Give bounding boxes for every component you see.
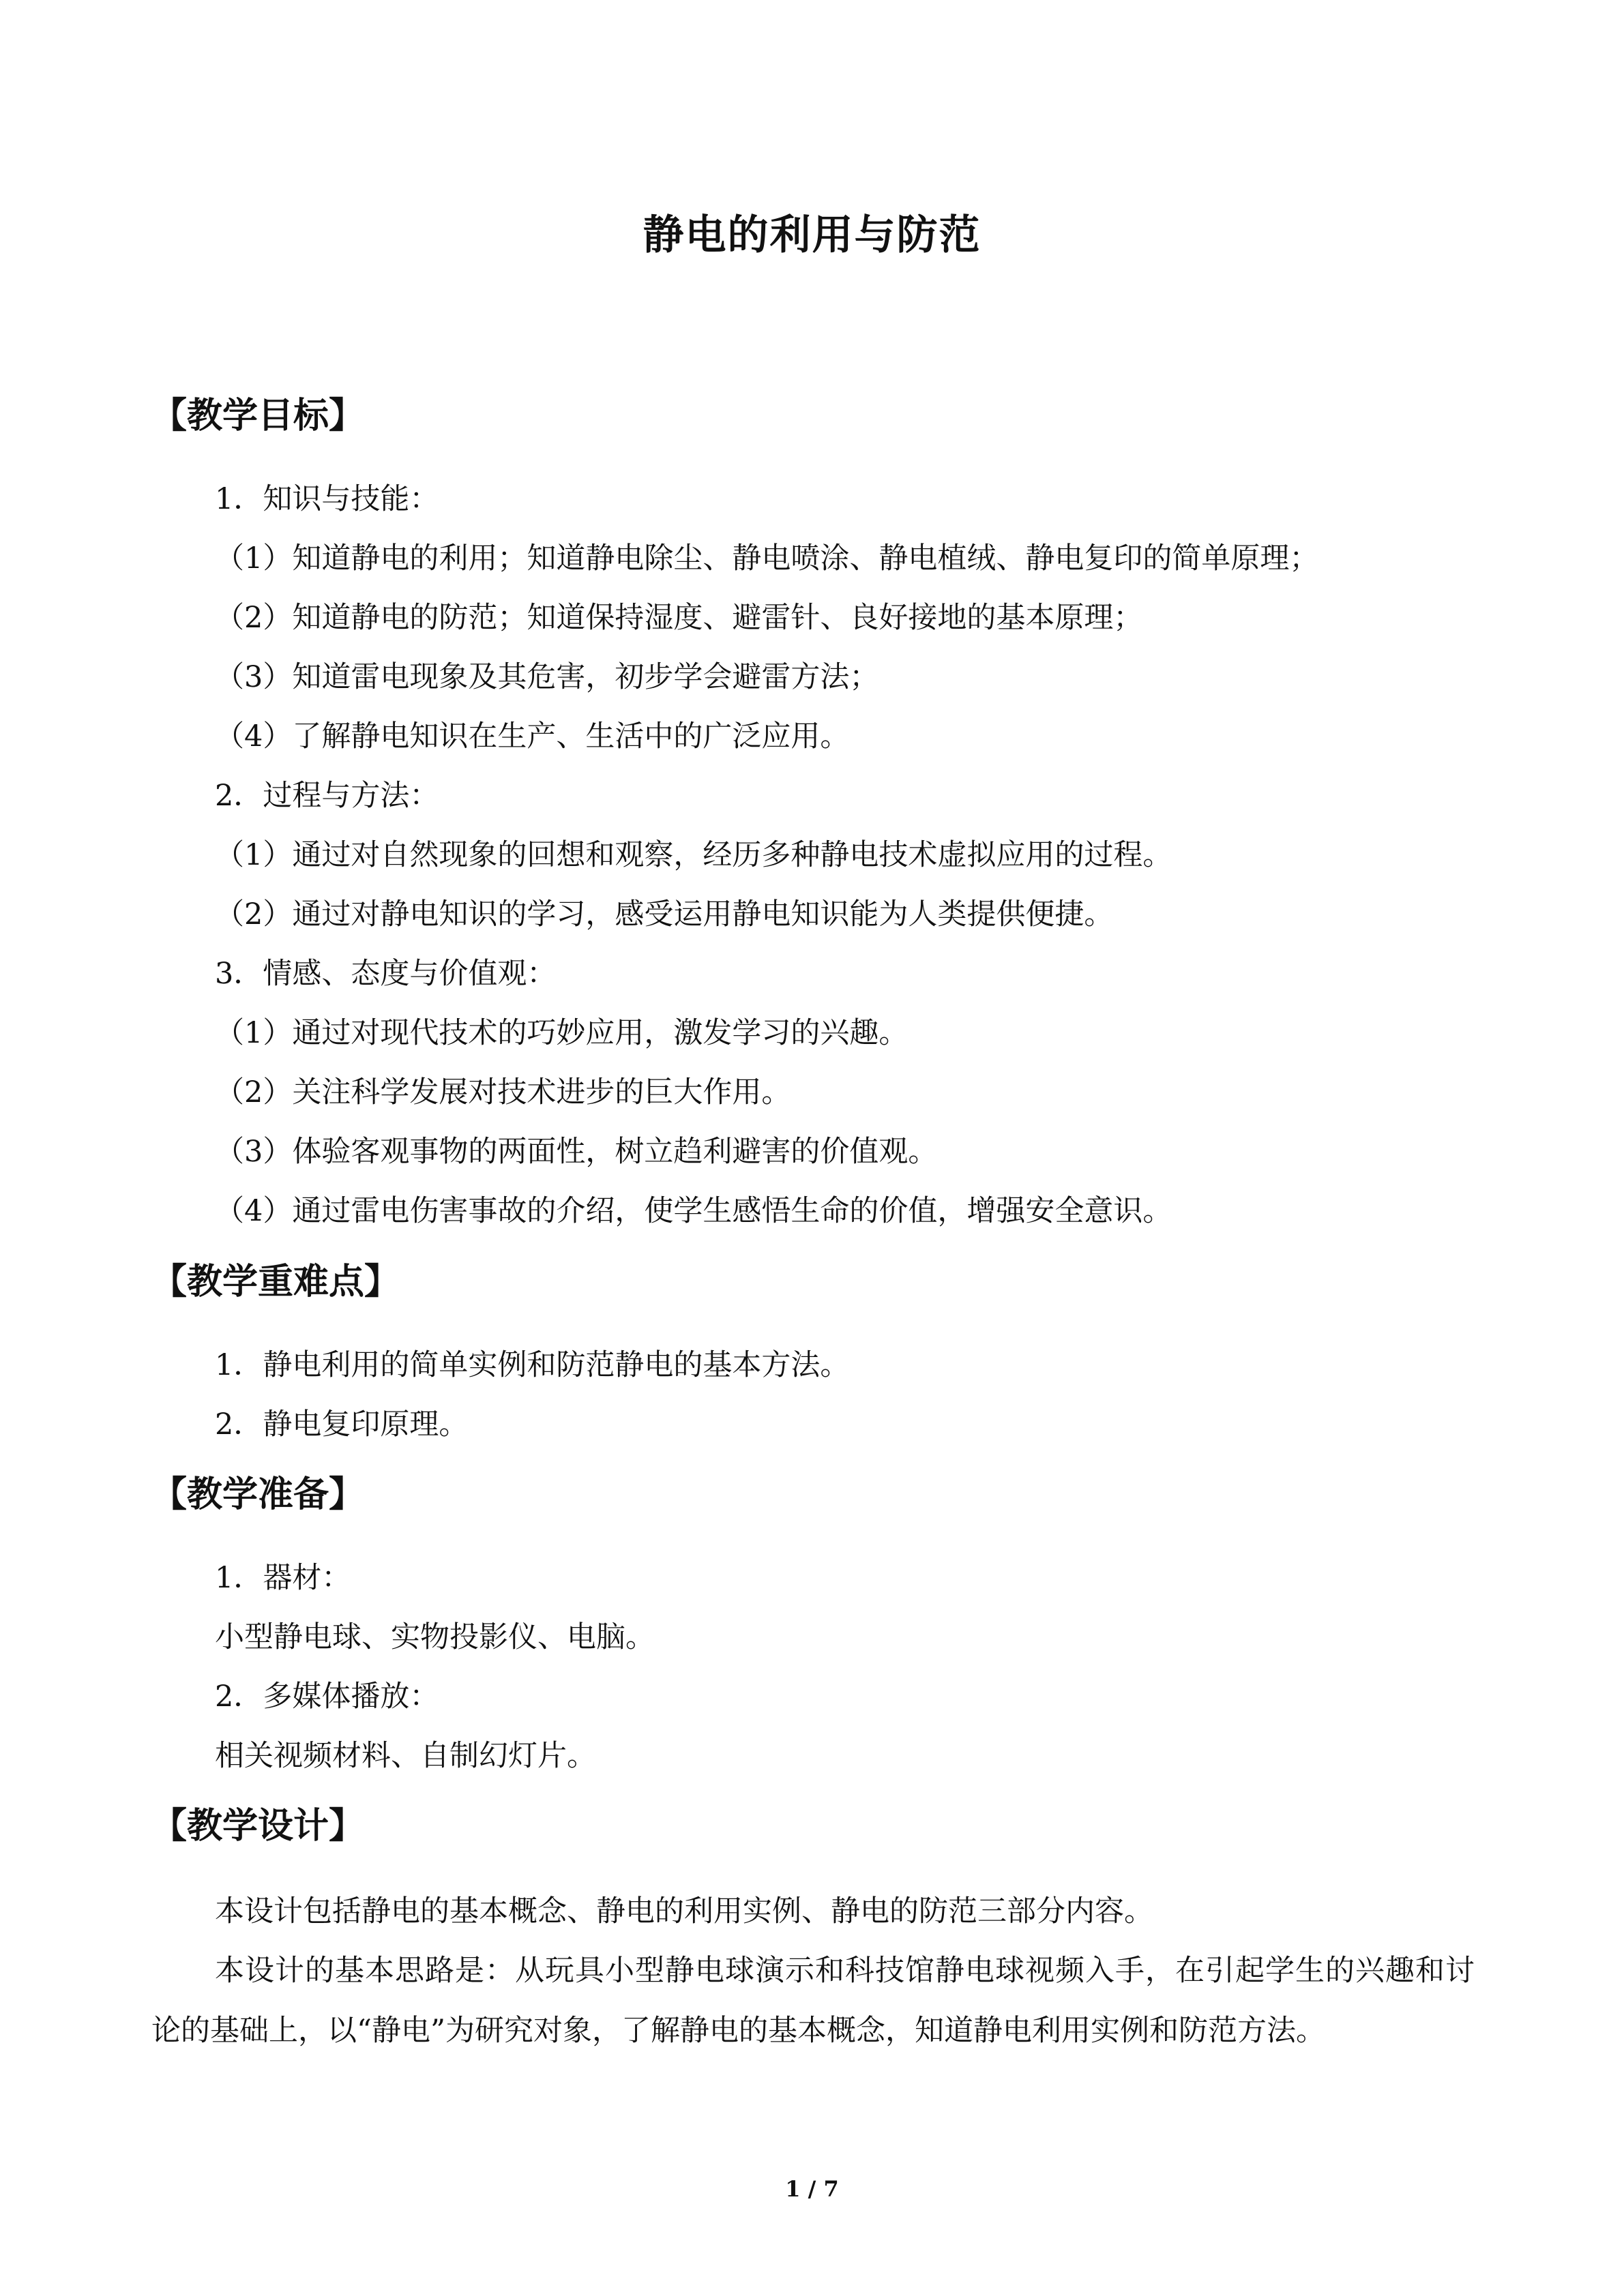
objective-line: （1）知道静电的利用；知道静电除尘、静电喷涂、静电植绒、静电复印的简单原理；: [215, 541, 1319, 576]
document-title: 静电的利用与防范: [643, 211, 981, 259]
design-paragraph: 本设计的基本思路是：从玩具小型静电球演示和科技馆静电球视频入手，在引起学生的兴趣和讨论的基础上，以“静电”为研究对象，了解静电的基本概念，知道静电利用实例和防范方法。: [151, 1954, 1475, 2048]
preparation-line: 相关视频材料、自制幻灯片。: [215, 1739, 596, 1773]
key-point-line: 2．静电复印原理。: [215, 1407, 469, 1442]
objective-line: （3）知道雷电现象及其危害，初步学会避雷方法；: [215, 660, 879, 694]
objective-line: （4）了解静电知识在生产、生活中的广泛应用。: [215, 719, 850, 754]
objective-line: 1．知识与技能：: [215, 482, 439, 516]
preparation-line: 1．器材：: [215, 1561, 351, 1595]
objective-line: （1）通过对自然现象的回想和观察，经历多种静电技术虚拟应用的过程。: [215, 838, 1172, 872]
objective-line: 2．过程与方法：: [215, 779, 439, 813]
objective-line: （1）通过对现代技术的巧妙应用，激发学习的兴趣。: [215, 1016, 909, 1050]
preparation-line: 2．多媒体播放：: [215, 1680, 439, 1714]
objective-line: （4）通过雷电伤害事故的介绍，使学生感悟生命的价值，增强安全意识。: [215, 1194, 1172, 1228]
preparation-line: 小型静电球、实物投影仪、电脑。: [215, 1620, 655, 1654]
objective-line: （2）通过对静电知识的学习，感受运用静电知识能为人类提供便捷。: [215, 897, 1114, 931]
objective-line: （3）体验客观事物的两面性，树立趋利避害的价值观。: [215, 1135, 938, 1169]
key-point-line: 1．静电利用的简单实例和防范静电的基本方法。: [215, 1348, 850, 1382]
page-number: 1 / 7: [785, 2176, 839, 2202]
section-heading-key-points: 【教学重难点】: [151, 1262, 400, 1302]
objective-line: （2）关注科学发展对技术进步的巨大作用。: [215, 1075, 791, 1109]
section-heading-objectives: 【教学目标】: [151, 396, 365, 436]
section-heading-preparation: 【教学准备】: [151, 1474, 365, 1515]
section-heading-design: 【教学设计】: [151, 1806, 365, 1847]
design-paragraph: 本设计包括静电的基本概念、静电的利用实例、静电的防范三部分内容。: [215, 1894, 1153, 1928]
objective-line: 3．情感、态度与价值观：: [215, 957, 557, 991]
objective-line: （2）知道静电的防范；知道保持湿度、避雷针、良好接地的基本原理；: [215, 601, 1143, 635]
